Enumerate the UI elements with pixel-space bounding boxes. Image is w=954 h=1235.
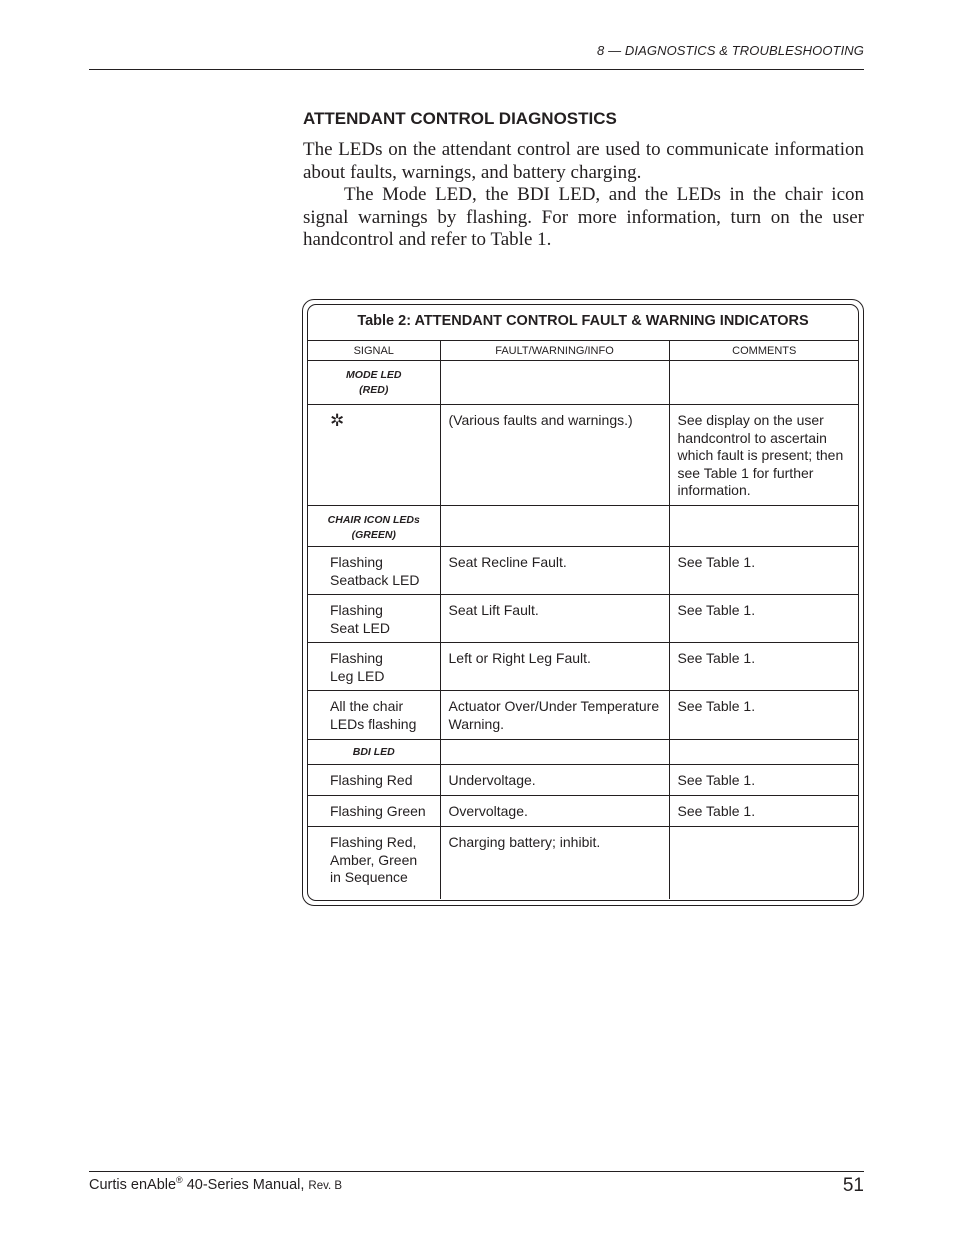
fault-cell: (Various faults and warnings.) bbox=[440, 405, 669, 506]
signal-line: Flashing bbox=[330, 650, 383, 666]
category-label-bdi-led bbox=[308, 740, 440, 765]
category-label-chair-icon bbox=[308, 506, 440, 547]
signal-cell: Flashing Red bbox=[308, 765, 440, 796]
running-head: 8 — DIAGNOSTICS & TROUBLESHOOTING bbox=[597, 43, 864, 58]
table-header-row bbox=[308, 341, 859, 361]
category-row-chair-icon bbox=[308, 506, 859, 547]
paragraph-1: The LEDs on the attendant control are used to communicate information about faults, warnings, and battery charging. bbox=[303, 139, 864, 183]
fault-cell: Undervoltage. bbox=[440, 765, 669, 796]
table-row bbox=[308, 796, 859, 827]
signal-line: Seat LED bbox=[330, 619, 390, 636]
category-row-bdi-led bbox=[308, 740, 859, 765]
header-rule bbox=[89, 69, 864, 70]
signal-line: All the chair bbox=[330, 698, 404, 714]
asterisk-flash-icon: ✲ bbox=[330, 411, 345, 430]
table-row bbox=[308, 691, 859, 740]
table-row bbox=[308, 547, 859, 595]
table-row bbox=[308, 827, 859, 899]
column-header-signal: SIGNAL bbox=[308, 341, 440, 361]
signal-line: Leg LED bbox=[330, 667, 385, 684]
signal-line: Flashing bbox=[330, 554, 383, 570]
comment-cell: See Table 1. bbox=[669, 796, 859, 827]
fault-cell: Seat Recline Fault. bbox=[440, 547, 669, 595]
comment-cell: See Table 1. bbox=[669, 691, 859, 740]
empty-cell bbox=[440, 361, 669, 405]
fault-cell: Overvoltage. bbox=[440, 796, 669, 827]
empty-cell bbox=[440, 740, 669, 765]
body-text bbox=[303, 139, 864, 252]
fault-cell: Actuator Over/Under Temperature Warning. bbox=[440, 691, 669, 740]
signal-cell bbox=[308, 691, 440, 740]
signal-line: Flashing Red, bbox=[330, 834, 417, 850]
signal-cell bbox=[308, 405, 440, 506]
column-header-fault: FAULT/WARNING/INFO bbox=[440, 341, 669, 361]
signal-line: Flashing bbox=[330, 602, 383, 618]
signal-cell: Flashing Green bbox=[308, 796, 440, 827]
comment-cell: See Table 1. bbox=[669, 643, 859, 691]
empty-cell bbox=[669, 361, 859, 405]
fault-cell: Charging battery; inhibit. bbox=[440, 827, 669, 899]
category-label-line: (GREEN) bbox=[351, 528, 396, 541]
table-inner-border bbox=[307, 304, 859, 901]
registered-mark: ® bbox=[176, 1175, 183, 1185]
category-label-line: MODE LED bbox=[346, 369, 402, 381]
signal-line: Amber, Green bbox=[330, 851, 418, 868]
section-heading: ATTENDANT CONTROL DIAGNOSTICS bbox=[303, 109, 617, 128]
comment-cell: See display on the user handcontrol to ascertain which fault is present; then see Table 1 for further information. bbox=[669, 405, 859, 506]
signal-cell bbox=[308, 643, 440, 691]
empty-cell bbox=[669, 506, 859, 547]
paragraph-2: The Mode LED, the BDI LED, and the LEDs in the chair icon signal warnings by flashing. For more information, turn on the user handcontrol and refer to Table 1. bbox=[303, 184, 864, 250]
footer-manual-title bbox=[89, 1175, 342, 1193]
column-header-comments: COMMENTS bbox=[669, 341, 859, 361]
category-row-mode-led bbox=[308, 361, 859, 405]
table-title: Table 2: ATTENDANT CONTROL FAULT & WARNING INDICATORS bbox=[357, 313, 809, 329]
manual-suffix: 40-Series Manual, bbox=[182, 1176, 309, 1193]
diagnostics-table bbox=[308, 340, 859, 899]
table-row bbox=[308, 405, 859, 506]
comment-cell: See Table 1. bbox=[669, 765, 859, 796]
footer-rule bbox=[89, 1171, 864, 1172]
category-label-line: BDI LED bbox=[352, 746, 395, 758]
signal-cell bbox=[308, 827, 440, 899]
comment-cell bbox=[669, 827, 859, 899]
category-label-line: CHAIR ICON LEDs bbox=[327, 514, 420, 526]
table-frame bbox=[302, 299, 864, 906]
table-row bbox=[308, 595, 859, 643]
revision: Rev. B bbox=[308, 1179, 343, 1192]
fault-cell: Seat Lift Fault. bbox=[440, 595, 669, 643]
category-label-mode-led bbox=[308, 361, 440, 405]
empty-cell bbox=[440, 506, 669, 547]
comment-cell: See Table 1. bbox=[669, 547, 859, 595]
comment-cell: See Table 1. bbox=[669, 595, 859, 643]
signal-line: Seatback LED bbox=[330, 571, 420, 588]
table-row bbox=[308, 643, 859, 691]
fault-cell: Left or Right Leg Fault. bbox=[440, 643, 669, 691]
empty-cell bbox=[669, 740, 859, 765]
table-row bbox=[308, 765, 859, 796]
page-number: 51 bbox=[842, 1175, 864, 1196]
signal-line: LEDs flashing bbox=[330, 715, 417, 732]
manual-name: Curtis enAble bbox=[89, 1176, 177, 1193]
signal-cell bbox=[308, 595, 440, 643]
signal-cell bbox=[308, 547, 440, 595]
category-label-line: (RED) bbox=[359, 383, 389, 396]
signal-line: in Sequence bbox=[330, 869, 408, 885]
